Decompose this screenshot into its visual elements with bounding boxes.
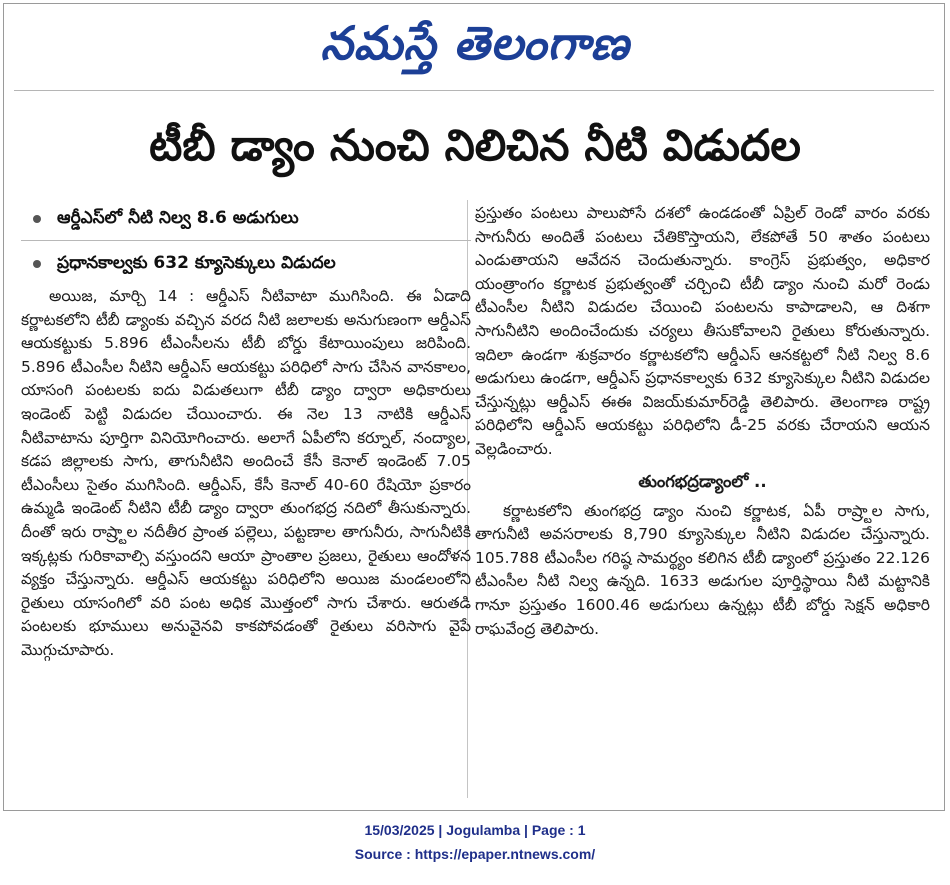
article-subheading: తుంగభద్రడ్యాంలో .. [638,471,767,491]
edition-info: 15/03/2025 | Jogulamba | Page : 1 [364,822,586,838]
article-body-text: అయిజ, మార్చి 14 : ఆర్డీఎస్ నీటివాటా ముగిసింది. ఈ ఏడాది కర్ణాటకలోని టీబీ డ్యాంకు వచ్చిన వరద నీటి జలాలకు అనుగుణంగా ఆర్డీఎస్ ఆయకట్టుకు 5.896 టీఎంసీలను టీబీ బోర్డు కేటాయింపులు జరిపింది. 5.896 టీఎంసీల నీటిని ఆర్డీఎస్ ఆయకట్టు పరిధిలో సాగు చేసిన వానకాలం, యాసంగి పంటలకు ఐదు విడుతలుగా టీబీ డ్యాం ద్వారా అధికారులు ఇండెంట్ పెట్టి విడుదల చేయించారు. ఈ నెల 13 నాటికి ఆర్డీఎస్ నీటివాటాను పూర్తిగా వినియోగించారు. అలాగే ఏపీలోని కర్నూల్, నంద్యాల, కడప జిల్లాలకు సాగు, తాగునీటిని అందించే కేసీ కెనాల్ ఇండెంట్ 7.05 టీఎంసీలు సైతం ముగిసింది. ఆర్డీఎస్, కేసీ కెనాల్ 40-60 రేషియో ప్రకారం ఉమ్మడి ఇండెంట్ నీటిని టీబీ డ్యాం ద్వారా తుంగభద్ర నదిలో తీసుకున్నారు. దీంతో ఇరు రాష్ర్టాల నదీతీర ప్రాంత పల్లెలు, పట్టణాల తాగునీరు, సాగునీటికి ఇక్కట్లకు గురికావాల్సి వస్తుందని ఆయా ప్రాంతాల ప్రజలు, రైతులు ఆందోళన వ్యక్తం చేస్తున్నారు. ఆర్డీఎస్ ఆయకట్టు పరిధిలోని అయిజ మండలంలోని రైతులు యాసంగిలో వరి పంట అధిక మొత్తంలో సాగు చేశారు. ఆరుతడి పంటలకు భూములు అనువైనవి కాకపోవడంతో రైతులు వరిసాగు వైపే మొగ్గుచూపారు. [21,287,471,659]
article-headline: టీబీ డ్యాం నుంచి నిలిచిన నీటి విడుదల [149,121,801,171]
highlight-item [21,202,471,236]
highlight-divider [21,240,471,241]
newspaper-masthead: నమస్తే తెలంగాణ [320,16,630,70]
article-body-text: ప్రస్తుతం పంటలు పాలుపోసే దశలో ఉండడంతో ఏప్రిల్ రెండో వారం వరకు సాగునీరు అందితే పంటలు చేతికొస్తాయని, లేకపోతే 50 శాతం పంటలు ఎండుతాయని ఆవేదన చెందుతున్నారు. కాంగ్రెస్ ప్రభుత్వం, అధికార యంత్రాంగం కర్ణాటక ప్రభుత్వంతో చర్చించి టీబీ డ్యాం నుంచి మరో రెండు టీఎంసీల నీటిని విడుదల చేయించి పంటలను కాపాడాలని, ఆ దిశగా సాగునీటిని అందించేందుకు చర్యలు తీసుకోవాలని రైతులు కోరుతున్నారు. ఇదిలా ఉండగా శుక్రవారం కర్ణాటకలోని ఆర్డీఎస్ ఆనకట్టలో నీటి నిల్వ 8.6 అడుగులు ఉండగా, ఆర్డీఎస్ ప్రధానకాల్వకు 632 క్యూసెక్కుల నీటిని విడుదల చేస్తున్నట్లు ఆర్డీఎస్ ఈఈ విజయ్‌కుమార్‌రెడ్డి తెలిపారు. తెలంగాణ రాష్ట్ర పరిధిలోని ఆర్డీఎస్ ఆయకట్టు పరిధిలోని డీ-25 వరకు చేరాయని ఆయన వెల్లడించారు. [475,204,930,458]
article-body-text: కర్ణాటకలోని తుంగభద్ర డ్యాం నుంచి కర్ణాటక, ఏపీ రాష్ర్టాల సాగు, తాగునీటి అవసరాలకు 8,790 క్యూసెక్కుల నీటిని విడుదల చేస్తున్నారు. 105.788 టీఎంసీల గరిష్ఠ సామర్థ్యం కలిగిన టీబీ డ్యాంలో ప్రస్తుతం 22.126 టీఎంసీల నీటి నిల్వ ఉన్నది. 1633 అడుగుల పూర్తిస్థాయి నీటి మట్టానికి గానూ ప్రస్తుతం 1600.46 అడుగులు ఉన్నట్లు టీబీ బోర్డు సెక్షన్ అధికారి రాఘవేంద్ర తెలిపారు. [475,501,930,638]
masthead-divider [14,90,934,91]
source-link[interactable]: Source : https://epaper.ntnews.com/ [354,846,596,862]
newspaper-clipping [3,3,945,811]
article-left-column [21,202,471,663]
bullet-icon [33,260,41,268]
highlight-text: ఆర్డీఎస్‌లో నీటి నిల్వ 8.6 అడుగులు [57,208,299,229]
highlight-item [21,247,471,281]
bullet-icon [33,215,41,223]
article-right-column [475,202,930,641]
highlight-text: ప్రధానకాల్వకు 632 క్యూసెక్కులు విడుదల [57,253,336,274]
